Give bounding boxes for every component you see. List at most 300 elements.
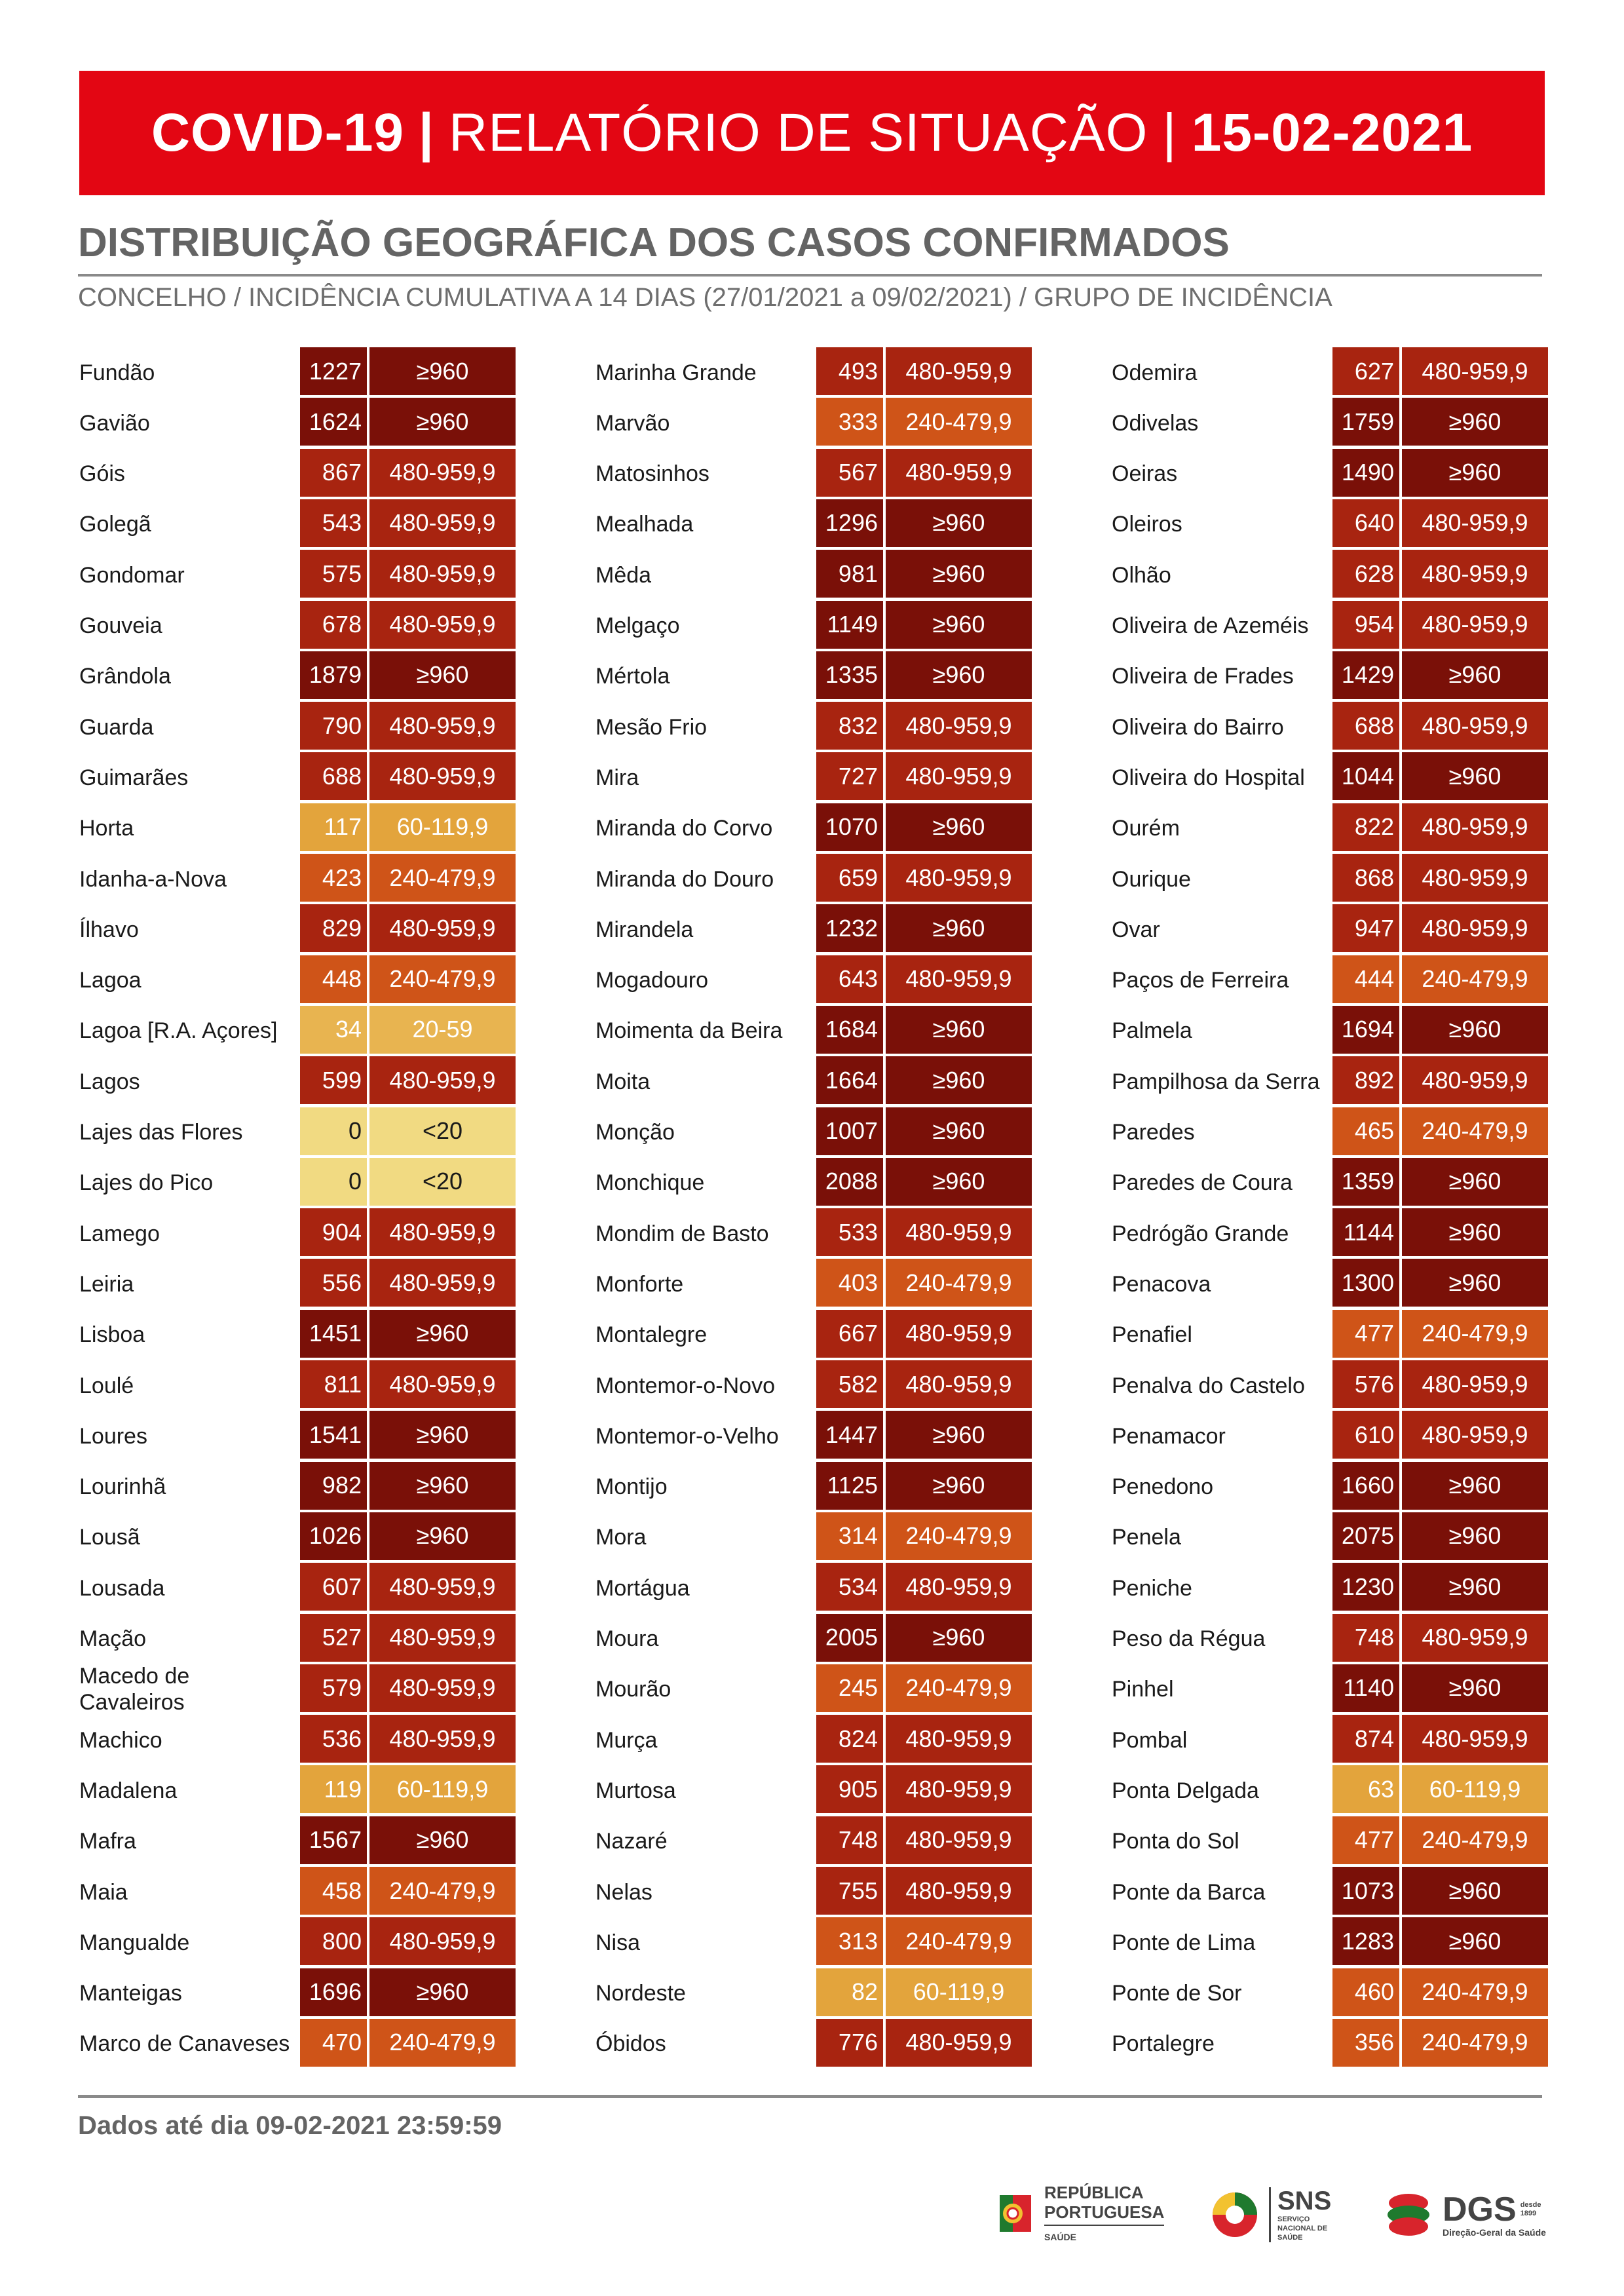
municipality-name: Odemira xyxy=(1112,360,1198,385)
incidence-group: 60-119,9 xyxy=(369,1765,516,1813)
incidence-group: <20 xyxy=(369,1158,516,1206)
incidence-value: 1140 xyxy=(1332,1664,1399,1712)
municipality-name: Ponta Delgada xyxy=(1112,1778,1259,1803)
incidence-group: ≥960 xyxy=(369,347,516,395)
incidence-group: 480-959,9 xyxy=(886,1715,1032,1763)
incidence-group: <20 xyxy=(369,1107,516,1155)
incidence-value: 1149 xyxy=(816,601,883,649)
incidence-value: 1073 xyxy=(1332,1867,1399,1915)
incidence-group: 480-959,9 xyxy=(369,702,516,750)
incidence-group: ≥960 xyxy=(369,398,516,446)
incidence-group: ≥960 xyxy=(1402,449,1548,497)
municipality-name: Lousã xyxy=(79,1525,140,1550)
incidence-group: ≥960 xyxy=(886,550,1032,598)
incidence-value: 904 xyxy=(300,1208,367,1256)
municipality-name: Pampilhosa da Serra xyxy=(1112,1069,1320,1094)
incidence-group: 60-119,9 xyxy=(886,1968,1032,2016)
incidence-value: 1451 xyxy=(300,1310,367,1358)
incidence-value: 477 xyxy=(1332,1816,1399,1864)
municipality-name: Nelas xyxy=(595,1879,652,1905)
municipality-name: Lajes das Flores xyxy=(79,1120,243,1145)
municipality-name: Matosinhos xyxy=(595,461,709,487)
incidence-value: 582 xyxy=(816,1360,883,1408)
incidence-value: 313 xyxy=(816,1917,883,1965)
dgs-emblem-icon xyxy=(1382,2189,1435,2241)
municipality-name: Penela xyxy=(1112,1525,1181,1550)
banner-date: 15-02-2021 xyxy=(1191,103,1473,163)
incidence-group: ≥960 xyxy=(1402,1867,1548,1915)
incidence-value: 536 xyxy=(300,1715,367,1763)
incidence-value: 1044 xyxy=(1332,752,1399,800)
incidence-group: ≥960 xyxy=(886,1056,1032,1104)
incidence-group: 240-479,9 xyxy=(1402,2019,1548,2067)
incidence-value: 667 xyxy=(816,1310,883,1358)
incidence-value: 1759 xyxy=(1332,398,1399,446)
municipality-name: Guimarães xyxy=(79,765,189,790)
incidence-group: ≥960 xyxy=(886,1614,1032,1662)
municipality-name: Moita xyxy=(595,1069,651,1094)
republica-portuguesa-logo xyxy=(996,2179,1164,2251)
municipality-name: Lourinhã xyxy=(79,1474,166,1500)
municipality-name: Penamacor xyxy=(1112,1423,1226,1449)
incidence-group: 20-59 xyxy=(369,1006,516,1054)
incidence-group: ≥960 xyxy=(886,1462,1032,1510)
incidence-group: 480-959,9 xyxy=(1402,1360,1548,1408)
municipality-name: Penafiel xyxy=(1112,1322,1192,1348)
municipality-name: Gouveia xyxy=(79,613,162,638)
incidence-group: 480-959,9 xyxy=(886,1310,1032,1358)
incidence-group: 480-959,9 xyxy=(886,702,1032,750)
municipality-name: Lagoa xyxy=(79,968,142,993)
incidence-value: 892 xyxy=(1332,1056,1399,1104)
incidence-value: 1696 xyxy=(300,1968,367,2016)
incidence-value: 403 xyxy=(816,1259,883,1307)
incidence-value: 477 xyxy=(1332,1310,1399,1358)
municipality-name: Machico xyxy=(79,1727,162,1753)
incidence-group: 480-959,9 xyxy=(369,1664,516,1712)
incidence-group: 60-119,9 xyxy=(369,803,516,851)
incidence-value: 829 xyxy=(300,904,367,952)
incidence-value: 465 xyxy=(1332,1107,1399,1155)
incidence-group: 480-959,9 xyxy=(1402,1411,1548,1459)
incidence-group: ≥960 xyxy=(886,499,1032,547)
incidence-group: 240-479,9 xyxy=(1402,1310,1548,1358)
incidence-group: 480-959,9 xyxy=(886,1208,1032,1256)
incidence-group: 480-959,9 xyxy=(886,1360,1032,1408)
incidence-value: 119 xyxy=(300,1765,367,1813)
dgs-logo xyxy=(1382,2179,1547,2251)
incidence-value: 117 xyxy=(300,803,367,851)
municipality-name: Mafra xyxy=(79,1829,136,1854)
municipality-name: Nisa xyxy=(595,1930,641,1955)
municipality-name: Murça xyxy=(595,1727,658,1753)
incidence-value: 1684 xyxy=(816,1006,883,1054)
incidence-group: 480-959,9 xyxy=(1402,702,1548,750)
municipality-name: Oliveira do Bairro xyxy=(1112,714,1284,740)
municipality-name: Mira xyxy=(595,765,639,790)
municipality-name: Melgaço xyxy=(595,613,680,638)
municipality-name: Mação xyxy=(79,1626,147,1651)
municipality-name: Macedo de Cavaleiros xyxy=(79,1664,190,1715)
municipality-name: Pedrógão Grande xyxy=(1112,1221,1289,1246)
incidence-group: 480-959,9 xyxy=(369,550,516,598)
incidence-group: ≥960 xyxy=(369,1310,516,1358)
incidence-group: 480-959,9 xyxy=(1402,1614,1548,1662)
municipality-name: Ovar xyxy=(1112,917,1160,942)
incidence-value: 460 xyxy=(1332,1968,1399,2016)
municipality-name: Mora xyxy=(595,1525,647,1550)
municipality-name: Idanha-a-Nova xyxy=(79,866,227,892)
incidence-value: 832 xyxy=(816,702,883,750)
municipality-name: Grândola xyxy=(79,664,171,689)
incidence-value: 688 xyxy=(1332,702,1399,750)
incidence-group: ≥960 xyxy=(886,1107,1032,1155)
municipality-name: Paredes de Coura xyxy=(1112,1170,1293,1196)
incidence-group: ≥960 xyxy=(1402,752,1548,800)
municipality-name: Miranda do Corvo xyxy=(595,816,773,841)
incidence-group: 240-479,9 xyxy=(369,854,516,902)
incidence-group: 480-959,9 xyxy=(369,1614,516,1662)
incidence-value: 470 xyxy=(300,2019,367,2067)
incidence-value: 245 xyxy=(816,1664,883,1712)
municipality-name: Mirandela xyxy=(595,917,694,942)
municipality-name: Marinha Grande xyxy=(595,360,757,385)
incidence-group: 240-479,9 xyxy=(1402,1816,1548,1864)
municipality-name: Nazaré xyxy=(595,1829,668,1854)
municipality-name: Oliveira de Frades xyxy=(1112,664,1294,689)
incidence-group: 480-959,9 xyxy=(886,1563,1032,1611)
incidence-value: 423 xyxy=(300,854,367,902)
incidence-value: 1296 xyxy=(816,499,883,547)
republica-line2: PORTUGUESA xyxy=(1044,2202,1165,2222)
incidence-group: ≥960 xyxy=(886,1158,1032,1206)
municipality-name: Oliveira do Hospital xyxy=(1112,765,1305,790)
municipality-name: Ponte de Lima xyxy=(1112,1930,1256,1955)
incidence-value: 748 xyxy=(1332,1614,1399,1662)
incidence-value: 63 xyxy=(1332,1765,1399,1813)
incidence-group: 240-479,9 xyxy=(886,1917,1032,1965)
incidence-group: 480-959,9 xyxy=(1402,803,1548,851)
incidence-group: ≥960 xyxy=(886,601,1032,649)
municipality-name: Óbidos xyxy=(595,2031,666,2057)
incidence-group: 480-959,9 xyxy=(1402,904,1548,952)
incidence-group: 240-479,9 xyxy=(886,1512,1032,1560)
incidence-group: 480-959,9 xyxy=(369,1715,516,1763)
incidence-group: ≥960 xyxy=(886,904,1032,952)
incidence-group: 480-959,9 xyxy=(369,752,516,800)
incidence-value: 748 xyxy=(816,1816,883,1864)
incidence-group: ≥960 xyxy=(1402,1512,1548,1560)
section-subtitle: CONCELHO / INCIDÊNCIA CUMULATIVA A 14 DIAS (27/01/2021 a 09/02/2021) / GRUPO DE INCIDÊNCIA xyxy=(78,283,1332,312)
incidence-group: 480-959,9 xyxy=(369,1056,516,1104)
report-banner xyxy=(79,71,1545,195)
municipality-name: Ponte da Barca xyxy=(1112,1879,1266,1905)
incidence-group: 480-959,9 xyxy=(369,904,516,952)
incidence-value: 800 xyxy=(300,1917,367,1965)
incidence-value: 556 xyxy=(300,1259,367,1307)
municipality-name: Oleiros xyxy=(1112,512,1182,537)
municipality-name: Golegã xyxy=(79,512,151,537)
municipality-name: Ourém xyxy=(1112,816,1180,841)
incidence-group: ≥960 xyxy=(886,1006,1032,1054)
incidence-group: 480-959,9 xyxy=(1402,499,1548,547)
incidence-group: 240-479,9 xyxy=(886,398,1032,446)
incidence-group: 480-959,9 xyxy=(1402,1715,1548,1763)
incidence-value: 533 xyxy=(816,1208,883,1256)
municipality-name: Peniche xyxy=(1112,1575,1192,1601)
incidence-group: 480-959,9 xyxy=(886,347,1032,395)
incidence-group: 240-479,9 xyxy=(369,1867,516,1915)
incidence-group: 480-959,9 xyxy=(369,1917,516,1965)
incidence-group: 480-959,9 xyxy=(369,449,516,497)
incidence-value: 627 xyxy=(1332,347,1399,395)
incidence-value: 1232 xyxy=(816,904,883,952)
municipality-name: Penalva do Castelo xyxy=(1112,1373,1305,1398)
municipality-name: Mértola xyxy=(595,664,670,689)
incidence-group: 480-959,9 xyxy=(1402,854,1548,902)
incidence-value: 905 xyxy=(816,1765,883,1813)
footer-divider xyxy=(78,2095,1542,2098)
incidence-group: ≥960 xyxy=(886,803,1032,851)
incidence-value: 1230 xyxy=(1332,1563,1399,1611)
municipality-name: Mondim de Basto xyxy=(595,1221,769,1246)
incidence-value: 34 xyxy=(300,1006,367,1054)
municipality-name: Lousada xyxy=(79,1575,165,1601)
municipality-name: Gondomar xyxy=(79,562,185,588)
incidence-value: 1300 xyxy=(1332,1259,1399,1307)
incidence-group: 480-959,9 xyxy=(886,752,1032,800)
incidence-value: 527 xyxy=(300,1614,367,1662)
incidence-value: 314 xyxy=(816,1512,883,1560)
incidence-group: ≥960 xyxy=(1402,1462,1548,1510)
incidence-value: 2088 xyxy=(816,1158,883,1206)
republica-line1: REPÚBLICA xyxy=(1044,2183,1144,2202)
title-divider xyxy=(78,274,1542,277)
incidence-value: 824 xyxy=(816,1715,883,1763)
incidence-value: 1490 xyxy=(1332,449,1399,497)
incidence-value: 1227 xyxy=(300,347,367,395)
incidence-group: ≥960 xyxy=(369,1512,516,1560)
incidence-value: 1447 xyxy=(816,1411,883,1459)
banner-title-mid: RELATÓRIO DE SITUAÇÃO xyxy=(448,103,1148,163)
incidence-group: 240-479,9 xyxy=(1402,1968,1548,2016)
municipality-name: Ílhavo xyxy=(79,917,139,942)
incidence-value: 543 xyxy=(300,499,367,547)
municipality-name: Paços de Ferreira xyxy=(1112,968,1289,993)
municipality-name: Lagos xyxy=(79,1069,140,1094)
incidence-group: 240-479,9 xyxy=(1402,1107,1548,1155)
incidence-group: 480-959,9 xyxy=(886,1816,1032,1864)
incidence-group: ≥960 xyxy=(886,651,1032,699)
incidence-group: ≥960 xyxy=(1402,1664,1548,1712)
incidence-group: ≥960 xyxy=(369,1816,516,1864)
incidence-value: 640 xyxy=(1332,499,1399,547)
incidence-group: ≥960 xyxy=(1402,1208,1548,1256)
incidence-group: 480-959,9 xyxy=(1402,1056,1548,1104)
incidence-value: 1335 xyxy=(816,651,883,699)
incidence-group: 480-959,9 xyxy=(369,1360,516,1408)
municipality-name: Moimenta da Beira xyxy=(595,1018,783,1044)
incidence-group: 480-959,9 xyxy=(1402,601,1548,649)
incidence-group: 480-959,9 xyxy=(369,1259,516,1307)
incidence-value: 599 xyxy=(300,1056,367,1104)
municipality-name: Pinhel xyxy=(1112,1677,1174,1702)
municipality-name: Loures xyxy=(79,1423,147,1449)
municipality-name: Montalegre xyxy=(595,1322,708,1348)
data-cutoff-note: Dados até dia 09-02-2021 23:59:59 xyxy=(78,2111,502,2140)
incidence-value: 1541 xyxy=(300,1411,367,1459)
incidence-group: ≥960 xyxy=(1402,1917,1548,1965)
municipality-name: Góis xyxy=(79,461,125,487)
incidence-group: 240-479,9 xyxy=(886,1664,1032,1712)
incidence-group: 240-479,9 xyxy=(369,2019,516,2067)
municipality-name: Penacova xyxy=(1112,1271,1211,1297)
incidence-value: 1567 xyxy=(300,1816,367,1864)
municipality-name: Ponte de Sor xyxy=(1112,1981,1242,2006)
incidence-value: 576 xyxy=(1332,1360,1399,1408)
municipality-name: Marvão xyxy=(595,410,670,436)
incidence-value: 333 xyxy=(816,398,883,446)
municipality-name: Montemor-o-Novo xyxy=(595,1373,775,1398)
incidence-value: 2075 xyxy=(1332,1512,1399,1560)
incidence-value: 567 xyxy=(816,449,883,497)
incidence-group: ≥960 xyxy=(1402,398,1548,446)
dgs-label: DGS xyxy=(1443,2191,1517,2229)
incidence-value: 1429 xyxy=(1332,651,1399,699)
section-title: DISTRIBUIÇÃO GEOGRÁFICA DOS CASOS CONFIRMADOS xyxy=(78,220,1230,265)
municipality-name: Odivelas xyxy=(1112,410,1199,436)
incidence-group: 480-959,9 xyxy=(369,601,516,649)
municipality-name: Mêda xyxy=(595,562,652,588)
municipality-name: Nordeste xyxy=(595,1981,686,2006)
sns-logo xyxy=(1209,2179,1350,2251)
incidence-value: 947 xyxy=(1332,904,1399,952)
municipality-name: Palmela xyxy=(1112,1018,1192,1044)
municipality-name: Pombal xyxy=(1112,1727,1188,1753)
incidence-value: 678 xyxy=(300,601,367,649)
incidence-group: 480-959,9 xyxy=(886,2019,1032,2067)
incidence-value: 356 xyxy=(1332,2019,1399,2067)
municipality-name: Mogadouro xyxy=(595,968,709,993)
incidence-group: 480-959,9 xyxy=(886,449,1032,497)
incidence-group: ≥960 xyxy=(886,1411,1032,1459)
municipality-name: Leiria xyxy=(79,1271,134,1297)
municipality-name: Mangualde xyxy=(79,1930,190,1955)
incidence-group: ≥960 xyxy=(369,1968,516,2016)
municipality-name: Maia xyxy=(79,1879,128,1905)
incidence-group: ≥960 xyxy=(1402,1563,1548,1611)
municipality-name: Lisboa xyxy=(79,1322,145,1348)
incidence-group: 60-119,9 xyxy=(1402,1765,1548,1813)
incidence-group: 480-959,9 xyxy=(886,955,1032,1003)
incidence-value: 755 xyxy=(816,1867,883,1915)
municipality-name: Marco de Canaveses xyxy=(79,2031,290,2057)
municipality-name: Loulé xyxy=(79,1373,134,1398)
incidence-value: 444 xyxy=(1332,955,1399,1003)
municipality-name: Peso da Régua xyxy=(1112,1626,1266,1651)
incidence-value: 822 xyxy=(1332,803,1399,851)
sns-emblem-icon xyxy=(1209,2189,1261,2241)
incidence-value: 534 xyxy=(816,1563,883,1611)
municipality-name: Horta xyxy=(79,816,134,841)
incidence-group: 480-959,9 xyxy=(1402,347,1548,395)
incidence-value: 868 xyxy=(1332,854,1399,902)
municipality-name: Montijo xyxy=(595,1474,668,1500)
incidence-group: ≥960 xyxy=(1402,651,1548,699)
incidence-group: ≥960 xyxy=(369,651,516,699)
republica-line3: SAÚDE xyxy=(1044,2225,1164,2247)
incidence-value: 82 xyxy=(816,1968,883,2016)
incidence-value: 1664 xyxy=(816,1056,883,1104)
incidence-group: ≥960 xyxy=(1402,1006,1548,1054)
incidence-value: 1144 xyxy=(1332,1208,1399,1256)
municipality-name: Monforte xyxy=(595,1271,684,1297)
incidence-value: 867 xyxy=(300,449,367,497)
incidence-group: 480-959,9 xyxy=(1402,550,1548,598)
incidence-value: 1694 xyxy=(1332,1006,1399,1054)
sns-label: SNS xyxy=(1277,2187,1332,2215)
incidence-group: 480-959,9 xyxy=(886,1867,1032,1915)
incidence-value: 493 xyxy=(816,347,883,395)
incidence-group: 240-479,9 xyxy=(369,955,516,1003)
incidence-value: 776 xyxy=(816,2019,883,2067)
municipality-name: Miranda do Douro xyxy=(595,866,774,892)
dgs-sublabel: Direção-Geral da Saúde xyxy=(1443,2227,1546,2238)
municipality-name: Monção xyxy=(595,1120,675,1145)
municipality-name: Madalena xyxy=(79,1778,178,1803)
incidence-value: 1283 xyxy=(1332,1917,1399,1965)
incidence-value: 811 xyxy=(300,1360,367,1408)
incidence-value: 610 xyxy=(1332,1411,1399,1459)
municipality-name: Penedono xyxy=(1112,1474,1214,1500)
incidence-value: 575 xyxy=(300,550,367,598)
banner-separator-1: | xyxy=(419,103,434,163)
municipality-name: Mealhada xyxy=(595,512,694,537)
incidence-value: 607 xyxy=(300,1563,367,1611)
dgs-since: desde 1899 xyxy=(1520,2201,1541,2217)
incidence-group: 480-959,9 xyxy=(369,499,516,547)
sns-sublabel: SERVIÇO NACIONAL DE SAÚDE xyxy=(1277,2215,1328,2242)
municipality-name: Oliveira de Azeméis xyxy=(1112,613,1309,638)
incidence-value: 458 xyxy=(300,1867,367,1915)
municipality-name: Gavião xyxy=(79,410,150,436)
municipality-name: Mesão Frio xyxy=(595,714,708,740)
municipality-name: Paredes xyxy=(1112,1120,1195,1145)
municipality-name: Fundão xyxy=(79,360,155,385)
incidence-value: 1125 xyxy=(816,1462,883,1510)
incidence-value: 874 xyxy=(1332,1715,1399,1763)
incidence-value: 1879 xyxy=(300,651,367,699)
incidence-group: ≥960 xyxy=(369,1462,516,1510)
municipality-name: Monchique xyxy=(595,1170,705,1196)
incidence-value: 0 xyxy=(300,1107,367,1155)
coat-of-arms-icon xyxy=(996,2189,1035,2241)
incidence-value: 659 xyxy=(816,854,883,902)
municipality-name: Lamego xyxy=(79,1221,160,1246)
municipality-name: Manteigas xyxy=(79,1981,182,2006)
municipality-name: Oeiras xyxy=(1112,461,1178,487)
incidence-group: ≥960 xyxy=(1402,1158,1548,1206)
incidence-value: 954 xyxy=(1332,601,1399,649)
municipality-name: Ourique xyxy=(1112,866,1191,892)
incidence-value: 1007 xyxy=(816,1107,883,1155)
incidence-value: 628 xyxy=(1332,550,1399,598)
municipality-name: Lagoa [R.A. Açores] xyxy=(79,1018,278,1044)
incidence-value: 1660 xyxy=(1332,1462,1399,1510)
incidence-value: 1624 xyxy=(300,398,367,446)
incidence-value: 0 xyxy=(300,1158,367,1206)
incidence-value: 982 xyxy=(300,1462,367,1510)
